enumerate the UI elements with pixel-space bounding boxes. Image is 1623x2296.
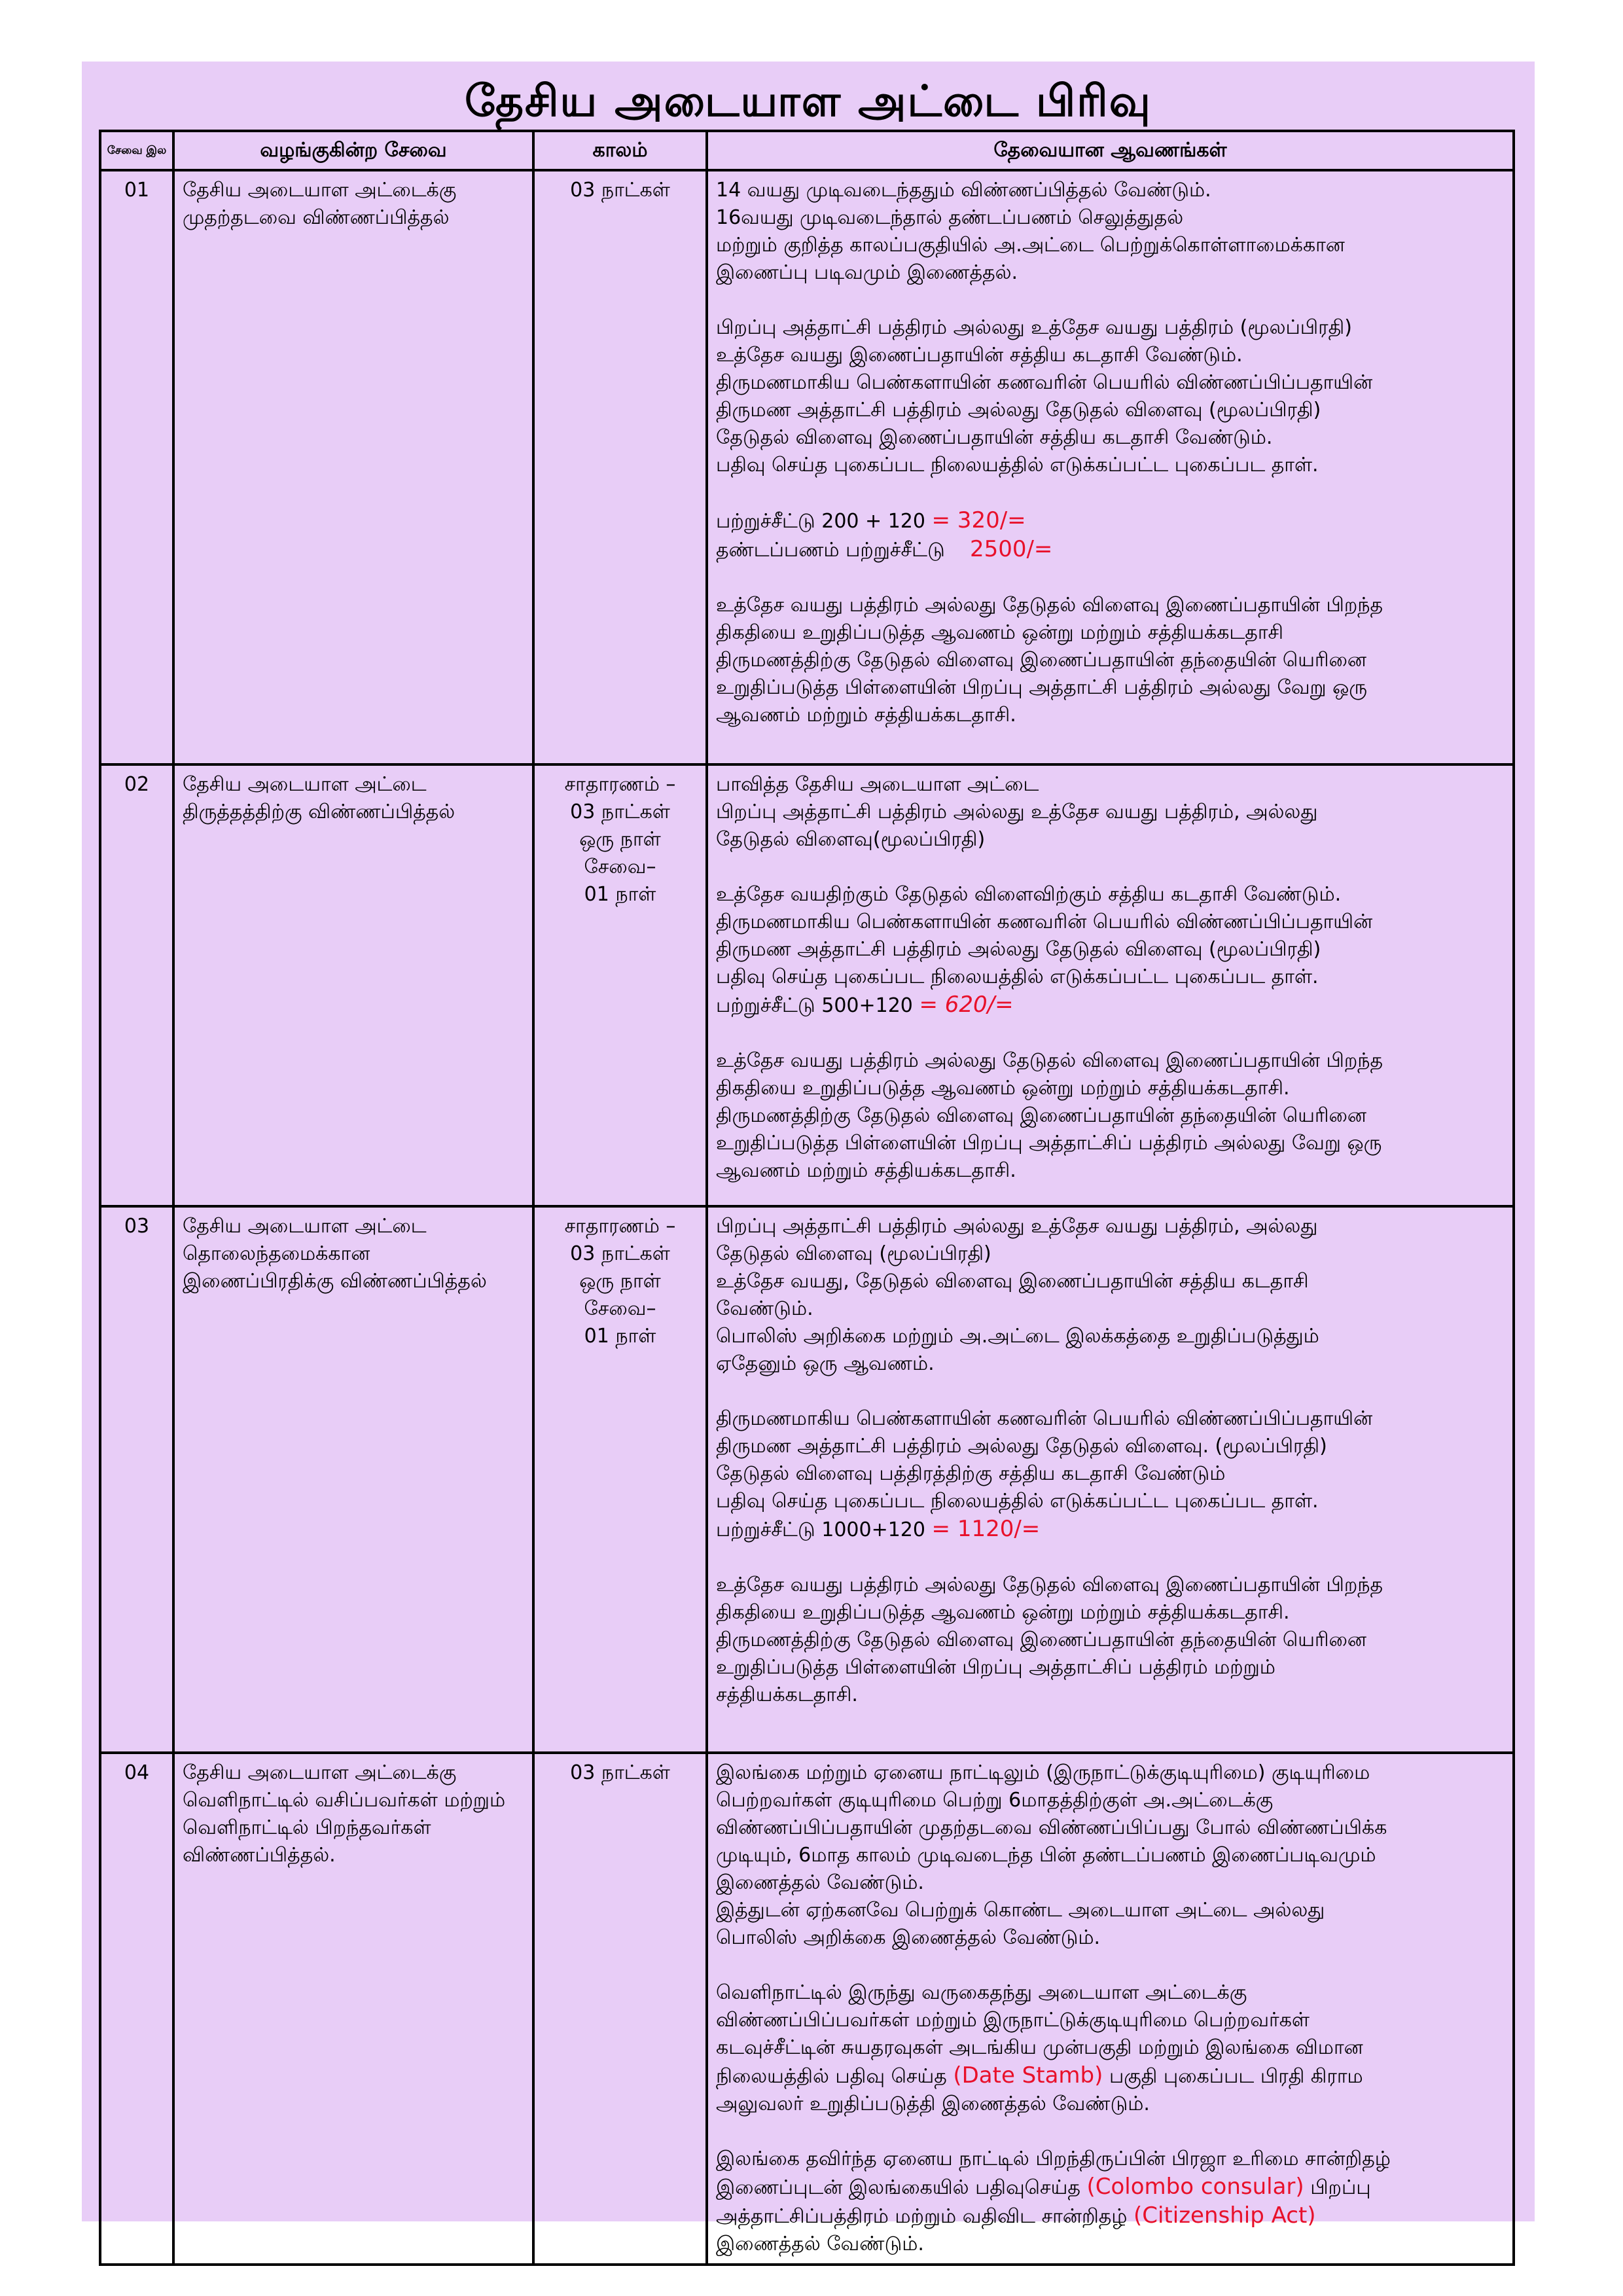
duration-line: ஒரு நாள்: [579, 1270, 661, 1293]
note-line: உறுதிப்படுத்த பிள்ளையின் பிறப்பு அத்தாட்சிப் பத்திரம் அல்லது வேறு ஒரு: [716, 1132, 1382, 1155]
doc-text: இணைப்புடன் இலங்கையில் பதிவுசெய்த: [716, 2176, 1087, 2199]
doc-line: பிறப்பு அத்தாட்சி பத்திரம் அல்லது உத்தேச வயது பத்திரம் (மூலப்பிரதி): [716, 316, 1352, 339]
service-name: தேசிய அடையாள அட்டைக்கு முதற்தடவை விண்ணப்பித்தல்: [173, 170, 533, 764]
doc-line: ஏதேனும் ஒரு ஆவணம்.: [716, 1352, 935, 1375]
doc-line: வெளிநாட்டில் இருந்து வருகைதந்து அடையாள அட்டைக்கு: [716, 1981, 1247, 2004]
fee-amount: 2500/=: [969, 536, 1053, 562]
doc-line: திருமணமாகிய பெண்களாயின் கணவரின் பெயரில் விண்ணப்பிப்பதாயின்: [716, 910, 1373, 933]
note-line: உத்தேச வயது பத்திரம் அல்லது தேடுதல் விளைவு இணைப்பதாயின் பிறந்த: [716, 594, 1383, 617]
doc-text: பகுதி புகைப்பட பிரதி கிராம: [1103, 2065, 1363, 2088]
services-table: [99, 130, 1515, 2266]
page-title: தேசிய அடையாள அட்டை பிரிவு: [465, 76, 1152, 126]
doc-line: [716, 2173, 1505, 2202]
doc-text: பிறப்பு: [1304, 2176, 1371, 2199]
doc-line: திருமணமாகிய பெண்களாயின் கணவரின் பெயரில் விண்ணப்பிப்பதாயின்: [716, 371, 1373, 394]
note-line: உறுதிப்படுத்த பிள்ளையின் பிறப்பு அத்தாட்சிப் பத்திரம் மற்றும்: [716, 1656, 1275, 1679]
doc-line: பதிவு செய்த புகைப்பட நிலையத்தில் எடுக்கப்பட்ட புகைப்பட தாள்.: [716, 965, 1319, 988]
doc-line: வேண்டும்.: [716, 1297, 813, 1320]
duration-line: சாதாரணம் –: [564, 773, 676, 796]
service-name: தேசிய அடையாள அட்டை தொலைந்தமைக்கான இணைப்பிரதிக்கு விண்ணப்பித்தல்: [173, 1206, 533, 1753]
doc-line: திருமணமாகிய பெண்களாயின் கணவரின் பெயரில் விண்ணப்பிப்பதாயின்: [716, 1407, 1373, 1430]
duration-line: 01 நாள்: [584, 1325, 656, 1348]
doc-line: உத்தேச வயது, தேடுதல் விளைவு இணைப்பதாயின் சத்திய கடதாசி: [716, 1270, 1309, 1293]
doc-line: இணைத்தல் வேண்டும்.: [716, 2233, 924, 2255]
duration-cell: [533, 1753, 707, 2265]
note-line: உத்தேச வயது பத்திரம் அல்லது தேடுதல் விளைவு இணைப்பதாயின் பிறந்த: [716, 1573, 1383, 1596]
fee-label: பற்றுச்சீட்டு 200 + 120: [716, 510, 925, 533]
doc-line: பாவித்த தேசிய அடையாள அட்டை: [716, 773, 1039, 796]
table-row: [100, 170, 1514, 764]
doc-line: பதிவு செய்த புகைப்பட நிலையத்தில் எடுக்கப்பட்ட புகைப்பட தாள்.: [716, 454, 1319, 476]
doc-line: இத்துடன் ஏற்கனவே பெற்றுக் கொண்ட அடையாள அட்டை அல்லது: [716, 1899, 1325, 1922]
doc-line: கடவுச்சீட்டின் சுயதரவுகள் அடங்கிய முன்பகுதி மற்றும் இலங்கை விமான: [716, 2036, 1363, 2059]
row-number: 04: [100, 1753, 173, 2265]
doc-line: தேடுதல் விளைவு(மூலப்பிரதி): [716, 828, 986, 851]
note-line: உத்தேச வயது பத்திரம் அல்லது தேடுதல் விளைவு இணைப்பதாயின் பிறந்த: [716, 1049, 1383, 1072]
table-row: [100, 764, 1514, 1206]
service-name: தேசிய அடையாள அட்டைக்கு வெளிநாட்டில் வசிப்பவர்கள் மற்றும் வெளிநாட்டில் பிறந்தவர்கள் விண்ணப்பித்தல்.: [173, 1753, 533, 2265]
doc-line: உத்தேச வயதிற்கும் தேடுதல் விளைவிற்கும் சத்திய கடதாசி வேண்டும்.: [716, 883, 1342, 906]
documents-cell: [707, 170, 1514, 764]
duration-line: சேவை–: [584, 855, 656, 878]
doc-line: திருமண அத்தாட்சி பத்திரம் அல்லது தேடுதல் விளைவு (மூலப்பிரதி): [716, 938, 1321, 961]
note-line: திகதியை உறுதிப்படுத்த ஆவணம் ஒன்று மற்றும் சத்தியக்கடதாசி: [716, 621, 1283, 644]
fee-amount: = 1120/=: [931, 1516, 1041, 1542]
date-stamp-note: (Date Stamb): [953, 2062, 1103, 2089]
doc-line: பொலிஸ் அறிக்கை மற்றும் அ.அட்டை இலக்கத்தை உறுதிப்படுத்தும்: [716, 1325, 1319, 1348]
note-line: சத்தியக்கடதாசி.: [716, 1683, 858, 1706]
header-documents: தேவையான ஆவணங்கள்: [707, 131, 1514, 170]
doc-line: பொலிஸ் அறிக்கை இணைத்தல் வேண்டும்.: [716, 1926, 1101, 1949]
doc-line: தேடுதல் விளைவு இணைப்பதாயின் சத்திய கடதாசி வேண்டும்.: [716, 426, 1273, 449]
fee-line: [716, 991, 1505, 1020]
doc-line: முடியும், 6மாத காலம் முடிவடைந்த பின் தண்டப்பணம் இணைப்படிவமும்: [716, 1844, 1376, 1867]
doc-line: இணைத்தல் வேண்டும்.: [716, 1871, 924, 1894]
doc-line: மற்றும் குறித்த காலப்பகுதியில் அ.அட்டை பெற்றுக்கொள்ளாமைக்கான: [716, 234, 1345, 257]
note-line: திகதியை உறுதிப்படுத்த ஆவணம் ஒன்று மற்றும் சத்தியக்கடதாசி.: [716, 1077, 1290, 1100]
table-row: [100, 1206, 1514, 1753]
doc-line: தேடுதல் விளைவு (மூலப்பிரதி): [716, 1242, 991, 1265]
duration-line: 03 நாட்கள்: [570, 179, 670, 202]
duration-line: 03 நாட்கள்: [570, 1761, 670, 1784]
doc-line: விண்ணப்பிப்பதாயின் முதற்தடவை விண்ணப்பிப்பது போல் விண்ணப்பிக்க: [716, 1816, 1387, 1839]
duration-line: சாதாரணம் –: [564, 1215, 676, 1238]
duration-line: 03 நாட்கள்: [570, 1242, 670, 1265]
duration-line: 01 நாள்: [584, 883, 656, 906]
header-no: சேவை இல: [100, 131, 173, 170]
note-line: ஆவணம் மற்றும் சத்தியக்கடதாசி.: [716, 704, 1016, 726]
doc-line: திருமண அத்தாட்சி பத்திரம் அல்லது தேடுதல் விளைவு. (மூலப்பிரதி): [716, 1435, 1327, 1458]
doc-line: பிறப்பு அத்தாட்சி பத்திரம் அல்லது உத்தேச வயது பத்திரம், அல்லது: [716, 1215, 1318, 1238]
fee-amount: = 620/=: [919, 992, 1014, 1018]
documents-cell: [707, 1753, 1514, 2265]
doc-line: 14 வயது முடிவடைந்ததும் விண்ணப்பித்தல் வேண்டும்.: [716, 179, 1211, 202]
note-line: திருமணத்திற்கு தேடுதல் விளைவு இணைப்பதாயின் தந்தையின் யெரினை: [716, 649, 1366, 672]
note-line: உறுதிப்படுத்த பிள்ளையின் பிறப்பு அத்தாட்சி பத்திரம் அல்லது வேறு ஒரு: [716, 676, 1368, 699]
fee-line: [716, 1515, 1505, 1544]
note-line: திகதியை உறுதிப்படுத்த ஆவணம் ஒன்று மற்றும் சத்தியக்கடதாசி.: [716, 1601, 1290, 1624]
doc-line: பெற்றவர்கள் குடியுரிமை பெற்று 6மாதத்திற்குள் அ.அட்டைக்கு: [716, 1789, 1274, 1812]
colombo-consular-note: (Colombo consular): [1086, 2174, 1304, 2200]
doc-text: நிலையத்தில் பதிவு செய்த: [716, 2065, 954, 2088]
fee-line: [716, 507, 1505, 535]
citizenship-act-note: (Citizenship Act): [1133, 2202, 1316, 2229]
fee-label: பற்றுச்சீட்டு 1000+120: [716, 1518, 925, 1541]
duration-line: சேவை–: [584, 1297, 656, 1320]
duration-cell: [533, 1206, 707, 1753]
doc-text: அத்தாட்சிப்பத்திரம் மற்றும் வதிவிட சான்றிதழ்: [716, 2205, 1133, 2228]
doc-line: அலுவலர் உறுதிப்படுத்தி இணைத்தல் வேண்டும்.: [716, 2092, 1150, 2115]
doc-line: உத்தேச வயது இணைப்பதாயின் சத்திய கடதாசி வேண்டும்.: [716, 344, 1243, 367]
documents-cell: [707, 1206, 1514, 1753]
document-sheet: [82, 62, 1535, 2255]
duration-line: 03 நாட்கள்: [570, 800, 670, 823]
duration-cell: [533, 764, 707, 1206]
note-line: ஆவணம் மற்றும் சத்தியக்கடதாசி.: [716, 1159, 1016, 1182]
doc-line: இலங்கை தவிர்ந்த ஏனைய நாட்டில் பிறந்திருப்பின் பிரஜா உரிமை சான்றிதழ்: [716, 2147, 1391, 2170]
doc-line: 16வயது முடிவடைந்தால் தண்டப்பணம் செலுத்துதல்: [716, 206, 1184, 229]
fee-label: தண்டப்பணம் பற்றுச்சீட்டு: [716, 539, 945, 562]
table-row: [100, 1753, 1514, 2265]
doc-line: தேடுதல் விளைவு பத்திரத்திற்கு சத்திய கடதாசி வேண்டும்: [716, 1462, 1226, 1485]
note-line: திருமணத்திற்கு தேடுதல் விளைவு இணைப்பதாயின் தந்தையின் யெரினை: [716, 1628, 1366, 1651]
row-number: 03: [100, 1206, 173, 1753]
doc-line: விண்ணப்பிப்பவர்கள் மற்றும் இருநாட்டுக்குடியுரிமை பெற்றவர்கள்: [716, 2009, 1310, 2032]
fee-amount: = 320/=: [931, 507, 1026, 533]
row-number: 02: [100, 764, 173, 1206]
doc-line: திருமண அத்தாட்சி பத்திரம் அல்லது தேடுதல் விளைவு (மூலப்பிரதி): [716, 399, 1321, 422]
fee-label: பற்றுச்சீட்டு 500+120: [716, 994, 913, 1017]
doc-line: [716, 2062, 1505, 2090]
service-name: தேசிய அடையாள அட்டை திருத்தத்திற்கு விண்ணப்பித்தல்: [173, 764, 533, 1206]
header-service: வழங்குகின்ற சேவை: [173, 131, 533, 170]
documents-cell: [707, 764, 1514, 1206]
doc-line: இணைப்பு படிவமும் இணைத்தல்.: [716, 261, 1018, 284]
table-header-row: [100, 131, 1514, 170]
row-number: 01: [100, 170, 173, 764]
note-line: திருமணத்திற்கு தேடுதல் விளைவு இணைப்பதாயின் தந்தையின் யெரினை: [716, 1104, 1366, 1127]
doc-line: [716, 2202, 1505, 2231]
doc-line: பதிவு செய்த புகைப்பட நிலையத்தில் எடுக்கப்பட்ட புகைப்பட தாள்.: [716, 1490, 1319, 1513]
header-duration: காலம்: [533, 131, 707, 170]
doc-line: இலங்கை மற்றும் ஏனைய நாட்டிலும் (இருநாட்டுக்குடியுரிமை) குடியுரிமை: [716, 1761, 1370, 1784]
fee-line: [716, 535, 1505, 564]
duration-line: ஒரு நாள்: [579, 828, 661, 851]
duration-cell: [533, 170, 707, 764]
doc-line: பிறப்பு அத்தாட்சி பத்திரம் அல்லது உத்தேச வயது பத்திரம், அல்லது: [716, 800, 1318, 823]
